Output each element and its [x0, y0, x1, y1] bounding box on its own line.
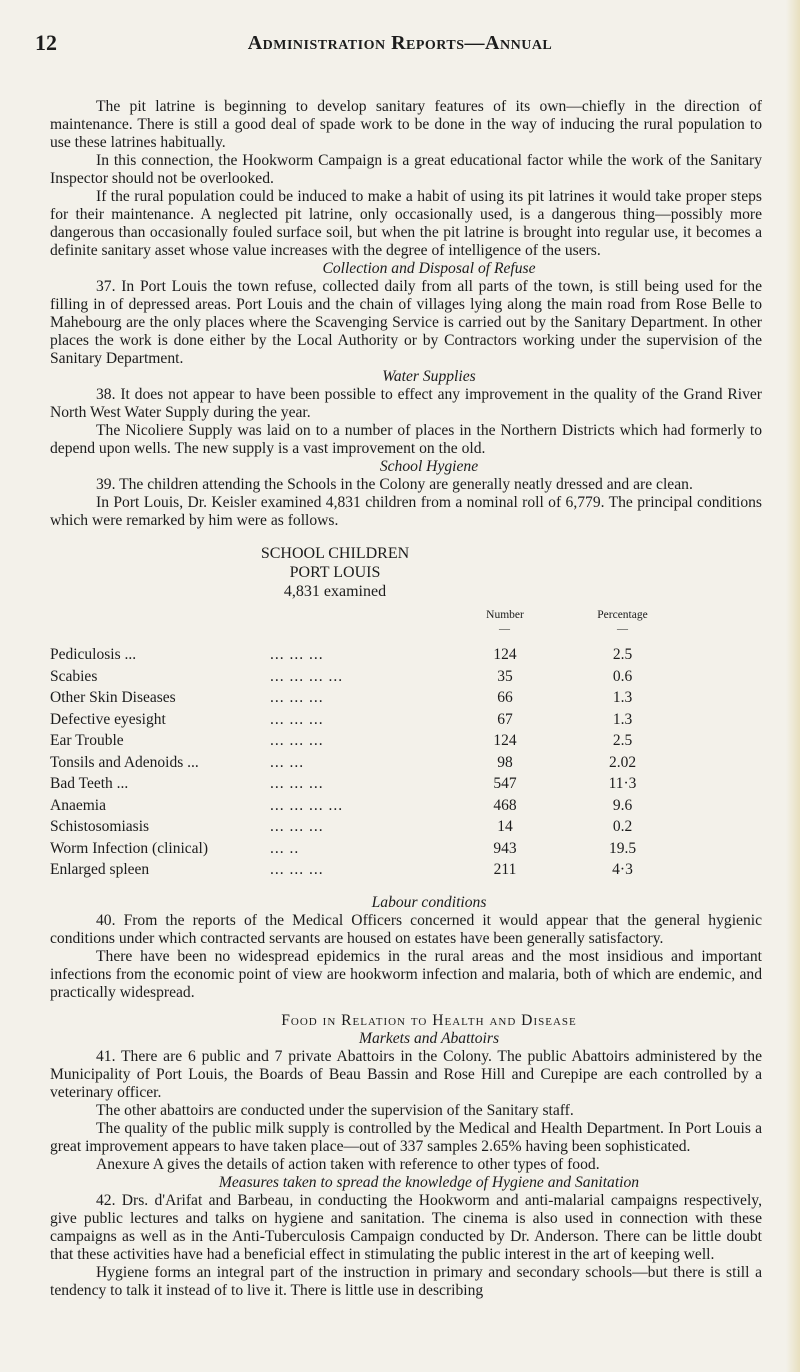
section-heading-water: Water Supplies	[382, 368, 476, 385]
table-row	[50, 840, 690, 860]
row-label: Schistosomiasis	[50, 818, 150, 835]
table-row	[50, 668, 690, 688]
column-header-number: Number	[486, 609, 524, 621]
row-number: 468	[493, 796, 517, 814]
row-number: 66	[497, 689, 513, 706]
row-percentage: 1.3	[612, 689, 633, 706]
row-number: 124	[493, 732, 517, 749]
paragraph: In this connection, the Hookworm Campaign is a great educational factor while the work of the Sanitary Inspector should not be overlooked.	[50, 152, 762, 187]
page-header	[35, 30, 765, 58]
row-label: Worm Infection (clinical)	[50, 839, 208, 857]
paragraph: 39. The children attending the Schools in the Colony are generally neatly dressed and are clean.	[96, 476, 693, 493]
paragraph: 37. In Port Louis the town refuse, collected daily from all parts of the town, is still being used for the filling in of depressed areas. Port Louis and the chain of villages lying along the main road from Rose Belle to Mahebourg are the only places where the Scavenging Service is carried out by the Sanitary Department. In other places the work is done either by the Local Authority or by Contractors working under the supervision of the Sanitary Department.	[50, 278, 762, 367]
row-number: 14	[497, 818, 513, 835]
running-head: Administration Reports—Annual	[247, 32, 553, 54]
table-row	[50, 646, 690, 666]
paragraph: The quality of the public milk supply is controlled by the Medical and Health Department. In Port Louis a great improvement appears to have taken place—out of 337 samples 2.65% having been sophisticated.	[50, 1120, 762, 1155]
paragraph: If the rural population could be induced to make a habit of using its pit latrines it would take proper steps for their maintenance. A neglected pit latrine, only occasionally used, is a dangerous thing—possibly more dangerous than occasionally fouled surface soil, but when the pit latrine is brought into regular use, it becomes a definite sanitary asset whose value increases with the degree of intelligence of the users.	[50, 188, 762, 259]
table-title: SCHOOL CHILDREN	[260, 545, 410, 562]
row-percentage: 1.3	[612, 710, 633, 728]
page-number: 12	[35, 30, 57, 55]
row-percentage: 0.2	[612, 818, 633, 835]
paragraph: Hygiene forms an integral part of the instruction in primary and secondary schools—but there is still a tendency to talk it instead of to live it. There is little use in describing	[50, 1264, 762, 1299]
row-percentage: 2.02	[608, 753, 637, 771]
row-percentage: 11·3	[608, 775, 637, 792]
row-leader-dots: ... ... ...	[270, 861, 324, 878]
paragraph: The Nicoliere Supply was laid on to a number of places in the Northern Districts which had formerly to depend upon wells. The new supply is a vast improvement on the old.	[50, 422, 762, 457]
row-number: 547	[493, 775, 517, 792]
row-percentage: 2.5	[612, 732, 633, 749]
table-examined: 4,831 examined	[283, 583, 387, 600]
row-percentage: 19.5	[608, 839, 637, 857]
row-leader-dots: ... ... ...	[270, 689, 324, 706]
row-leader-dots: ... ..	[270, 839, 300, 857]
body-text	[50, 98, 762, 1300]
row-leader-dots: ... ... ... ...	[270, 667, 344, 685]
paragraph: 41. There are 6 public and 7 private Abattoirs in the Colony. The public Abattoirs administered by the Municipality of Port Louis, the Boards of Beau Bassin and Rose Hill and Curepipe are each controlled by a veterinary officer.	[50, 1048, 762, 1101]
row-number: 211	[493, 861, 517, 878]
row-number: 67	[497, 710, 513, 728]
table-row	[50, 861, 690, 881]
row-label: Enlarged spleen	[50, 861, 150, 878]
row-label: Tonsils and Adenoids ...	[50, 753, 199, 771]
row-number: 35	[497, 667, 513, 685]
row-percentage: 2.5	[612, 646, 633, 663]
table-row	[50, 689, 690, 709]
section-heading-refuse: Collection and Disposal of Refuse	[322, 260, 536, 277]
paragraph: There have been no widespread epidemics in the rural areas and the most insidious and important infections from the economic point of view are hookworm infection and malaria, both of which are endemic, and practically widespread.	[50, 948, 762, 1001]
table-row	[50, 775, 690, 795]
row-leader-dots: ... ...	[270, 753, 305, 771]
paragraph: 38. It does not appear to have been possible to effect any improvement in the quality of the Grand River North West Water Supply during the year.	[50, 386, 762, 421]
column-header-percentage: Percentage	[597, 609, 648, 621]
paragraph: The pit latrine is beginning to develop sanitary features of its own—chiefly in the direction of maintenance. There is still a good deal of spade work to be done in the way of inducing the rural population to use these latrines habitually.	[50, 98, 762, 151]
paragraph: 42. Drs. d'Arifat and Barbeau, in conducting the Hookworm and anti-malarial campaigns respectively, give public lectures and talks on hygiene and sanitation. The cinema is also used in connection with these campaigns as well as in the Anti-Tuberculosis Campaign conducted by Dr. Anderson. There can be little doubt that these activities have had a beneficial effect in stimulating the public interest in the art of keeping well.	[50, 1192, 762, 1263]
row-percentage: 4·3	[612, 861, 633, 878]
paragraph: Anexure A gives the details of action taken with reference to other types of food.	[96, 1156, 600, 1173]
table-row	[50, 732, 690, 752]
section-heading-food: Food in Relation to Health and Disease	[281, 1012, 577, 1029]
row-label: Defective eyesight	[50, 710, 166, 728]
paragraph: The other abattoirs are conducted under the supervision of the Sanitary staff.	[96, 1102, 574, 1119]
row-leader-dots: ... ... ... ...	[270, 796, 344, 814]
table-row	[50, 711, 690, 731]
row-number: 98	[497, 753, 513, 771]
section-heading-school: School Hygiene	[379, 458, 479, 475]
table-row	[50, 818, 690, 838]
row-label: Pediculosis ...	[50, 646, 137, 663]
row-label: Anaemia	[50, 796, 106, 814]
row-label: Bad Teeth ...	[50, 775, 129, 792]
row-leader-dots: ... ... ...	[270, 710, 324, 728]
row-label: Ear Trouble	[50, 732, 124, 749]
row-leader-dots: ... ... ...	[270, 732, 324, 749]
row-number: 124	[493, 646, 517, 663]
section-heading-labour: Labour conditions	[371, 894, 487, 911]
paragraph: 40. From the reports of the Medical Officers concerned it would appear that the general hygienic conditions under which contracted servants are housed on estates have been generally satisfactory.	[50, 912, 762, 947]
table-row	[50, 754, 690, 774]
column-rule: —	[499, 623, 510, 635]
row-leader-dots: ... ... ...	[270, 646, 324, 663]
paragraph: In Port Louis, Dr. Keisler examined 4,831 children from a nominal roll of 6,779. The principal conditions which were remarked by him were as follows.	[50, 494, 762, 529]
school-children-table	[50, 544, 762, 894]
row-number: 943	[493, 839, 517, 857]
row-label: Scabies	[50, 667, 98, 685]
table-row	[50, 797, 690, 817]
subheading-markets: Markets and Abattoirs	[358, 1030, 500, 1047]
column-rule: —	[617, 623, 628, 635]
page-edge-shading	[786, 0, 800, 1372]
section-heading-measures: Measures taken to spread the knowledge of Hygiene and Sanitation	[218, 1174, 640, 1191]
row-leader-dots: ... ... ...	[270, 818, 324, 835]
table-subtitle: PORT LOUIS	[289, 564, 381, 581]
row-label: Other Skin Diseases	[50, 689, 176, 706]
row-leader-dots: ... ... ...	[270, 775, 324, 792]
row-percentage: 0.6	[612, 667, 633, 685]
row-percentage: 9.6	[612, 796, 633, 814]
